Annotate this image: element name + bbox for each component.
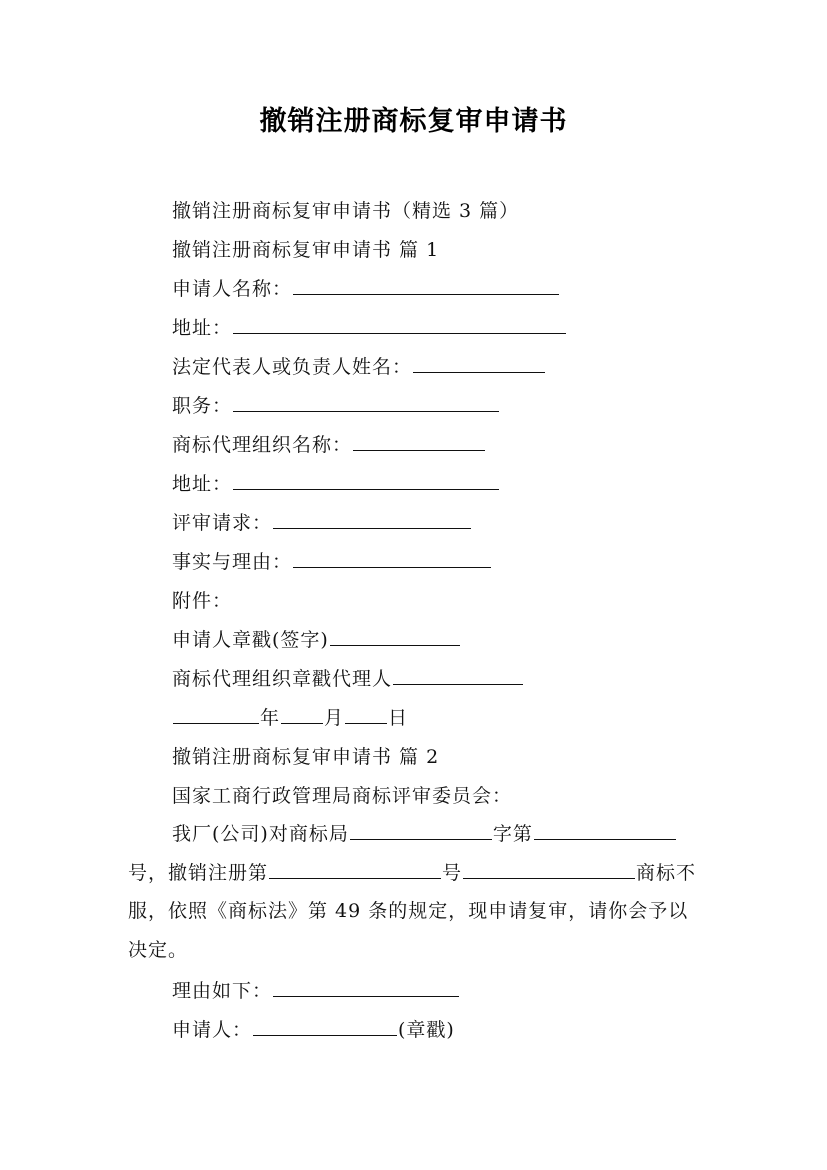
applicant-seal-blank (330, 627, 460, 646)
applicant-seal-line (172, 627, 461, 653)
review-request-blank (273, 510, 471, 529)
position-blank (233, 393, 499, 412)
paragraph-seg1: 我厂(公司)对商标局 (172, 823, 349, 845)
day-blank (345, 705, 387, 724)
reasons-line (172, 978, 460, 1004)
committee-line: 国家工商行政管理局商标评审委员会： (172, 785, 513, 807)
address2-blank (233, 471, 499, 490)
paragraph-seg4: 号 (442, 861, 463, 884)
review-request-label: 评审请求： (172, 512, 273, 534)
agency-seal-blank (393, 666, 523, 685)
reasons-blank (273, 978, 459, 997)
paragraph-seg5: 商标不服，依照《商标法》第 49 条的规定，现申请复审，请你会予以决定。 (128, 861, 697, 962)
paragraph-seg2: 字第 (492, 823, 533, 845)
applicant-name-line (172, 276, 560, 302)
facts-reasons-label: 事实与理由： (172, 551, 293, 573)
reasons-label: 理由如下： (172, 980, 273, 1002)
agency-seal-line (172, 666, 524, 692)
applicant-label: 申请人： (172, 1019, 253, 1041)
month-blank (281, 705, 323, 724)
document-title: 撤销注册商标复审申请书 (259, 106, 568, 137)
applicant-line (172, 1017, 455, 1043)
month-label: 月 (324, 707, 345, 729)
address1-blank (233, 315, 566, 334)
address2-line (172, 471, 500, 497)
legal-rep-label: 法定代表人或负责人姓名： (172, 356, 413, 378)
subtitle-line: 撤销注册商标复审申请书（精选 3 篇） (172, 200, 520, 222)
bureau-blank (350, 821, 492, 840)
review-request-line (172, 510, 472, 536)
position-line (172, 393, 500, 419)
applicant-name-label: 申请人名称： (172, 278, 293, 300)
legal-rep-line (172, 354, 546, 380)
agency-name-label: 商标代理组织名称： (172, 434, 353, 456)
facts-reasons-blank (293, 549, 491, 568)
agency-name-blank (353, 432, 485, 451)
legal-rep-blank (413, 354, 545, 373)
year-label: 年 (260, 707, 281, 729)
application-paragraph (128, 815, 704, 970)
applicant-seal-label: 申请人章戳(签字) (172, 629, 329, 651)
paragraph-seg3: 号，撤销注册第 (128, 861, 269, 884)
address1-label: 地址： (172, 317, 233, 339)
applicant-blank (253, 1017, 397, 1036)
agency-name-line (172, 432, 486, 458)
date-line (172, 705, 408, 731)
agency-seal-label: 商标代理组织章戳代理人 (172, 668, 393, 690)
part2-heading: 撤销注册商标复审申请书 篇 2 (172, 746, 440, 768)
attachments-line: 附件： (172, 590, 233, 612)
address1-line (172, 315, 567, 341)
applicant-name-blank (293, 276, 559, 295)
position-label: 职务： (172, 395, 233, 417)
facts-reasons-line (172, 549, 492, 575)
seal-label: (章戳) (398, 1019, 455, 1041)
day-label: 日 (388, 707, 409, 729)
registration-blank (269, 860, 441, 879)
address2-label: 地址： (172, 473, 233, 495)
trademark-blank (463, 860, 635, 879)
year-blank (173, 705, 259, 724)
number-blank (534, 821, 676, 840)
part1-heading: 撤销注册商标复审申请书 篇 1 (172, 239, 440, 261)
